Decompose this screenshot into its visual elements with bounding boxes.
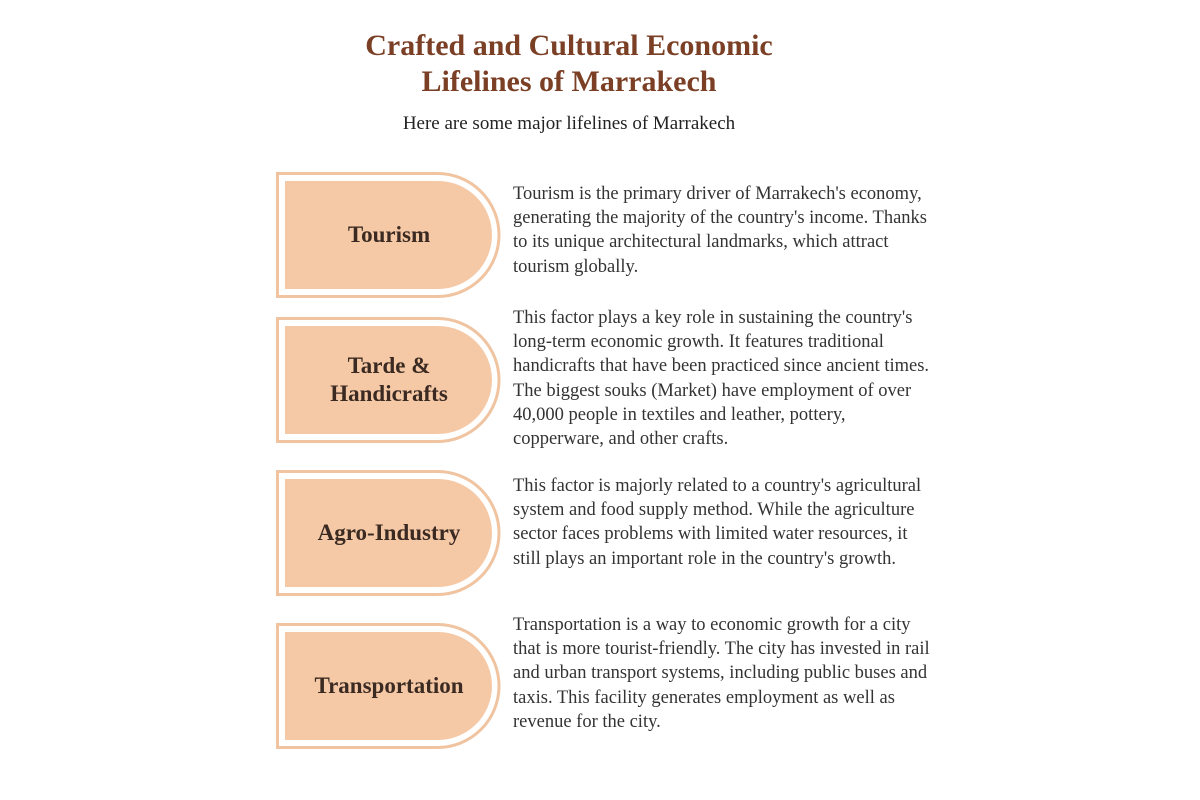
lifeline-description-tourism: Tourism is the primary driver of Marrakech's economy, generating the majority of the country's income. Thanks to its unique architectural landmarks, which attract tourism globally.: [513, 184, 927, 277]
lifeline-description-agro-industry: This factor is majorly related to a country's agricultural system and food supply method. While the agriculture sector faces problems with limited water resources, it still plays an important role in the country's growth.: [513, 476, 922, 569]
lifeline-badge-trade-handicrafts: [276, 317, 504, 443]
label-line-2: Handicrafts: [330, 381, 448, 406]
lifeline-label-trade-handicrafts: [284, 325, 494, 435]
lifeline-badge-agro-industry: [276, 470, 504, 596]
lifeline-badge-transportation: [276, 623, 504, 749]
label-line-1: Tourism: [347, 222, 431, 247]
title-line-1: Crafted and Cultural Economic: [365, 29, 773, 62]
label-line-1: Agro-Industry: [317, 520, 461, 545]
page-subtitle: Here are some major lifelines of Marrakech: [402, 113, 736, 134]
lifeline-badge-tourism: [276, 172, 504, 298]
lifeline-label-transportation: [284, 631, 494, 741]
lifeline-label-agro-industry: [284, 478, 494, 588]
label-line-1: Tarde &: [347, 353, 431, 378]
title-line-2: Lifelines of Marrakech: [421, 65, 717, 98]
lifeline-description-trade-handicrafts: This factor plays a key role in sustaining the country's long-term economic growth. It features traditional handicrafts that have been practiced since ancient times. The biggest souks (Market) have employment of over 40,000 people in textiles and leather, pottery, copperware, and other crafts.: [513, 308, 930, 450]
lifeline-description-transportation: Transportation is a way to economic growth for a city that is more tourist-friendly. The city has invested in rail and urban transport systems, including public buses and taxis. This facility generates employment as well as revenue for the city.: [513, 615, 930, 732]
page-title: [0, 28, 1138, 100]
label-line-1: Transportation: [314, 673, 464, 698]
lifeline-label-tourism: [284, 180, 494, 290]
